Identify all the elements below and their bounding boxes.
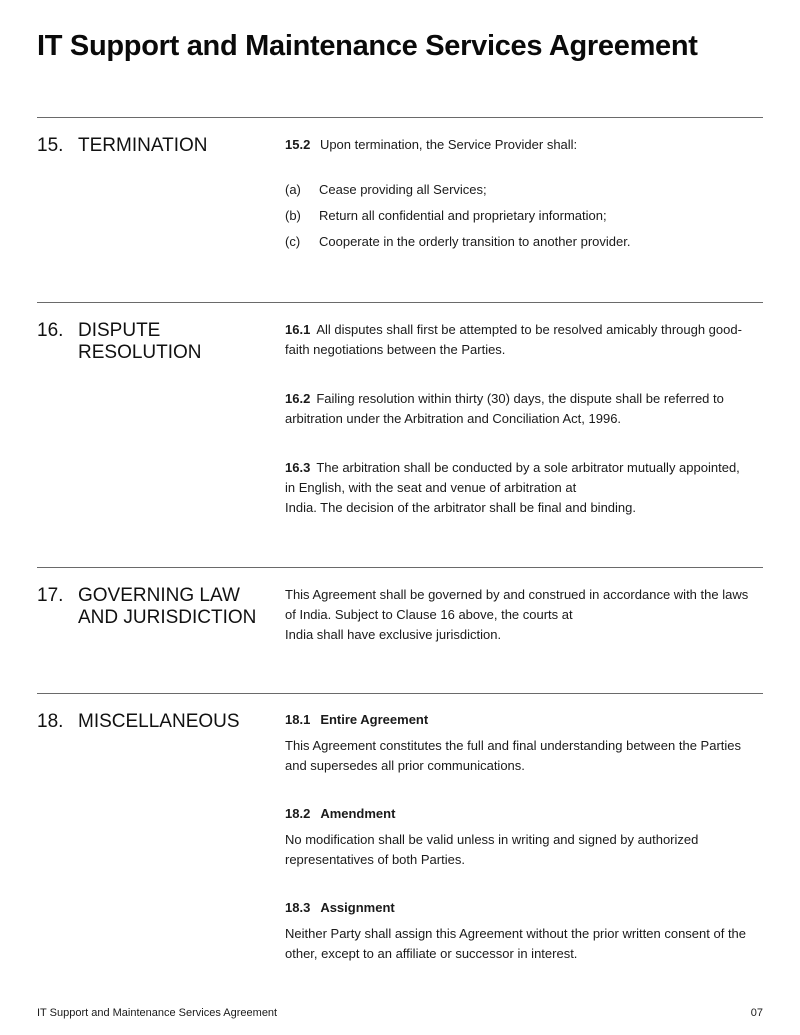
subsection-18-1 — [285, 711, 765, 776]
section-divider — [37, 117, 763, 118]
section-number: 18. — [37, 711, 64, 732]
section-body — [285, 585, 765, 645]
clause-text: Failing resolution within thirty (30) days, the dispute shall be referred to — [316, 391, 724, 406]
clause-text: and supersedes all prior communications. — [285, 758, 525, 773]
subsection-18-3 — [285, 899, 765, 964]
clause-text: No modification shall be valid unless in writing and signed by authorized — [285, 832, 699, 847]
list-marker: (c) — [285, 234, 301, 249]
clause-number: 15.2 — [285, 137, 311, 152]
clause-text: The arbitration shall be conducted by a sole arbitrator mutually appointed, — [316, 460, 740, 475]
section-title-line: GOVERNING LAW — [78, 585, 240, 606]
clause-text: This Agreement shall be governed by and construed in accordance with the laws — [285, 587, 749, 602]
subsection-heading — [285, 711, 765, 729]
clause-text: faith negotiations between the Parties. — [285, 342, 506, 357]
section-number: 16. — [37, 320, 64, 341]
list-item — [285, 232, 765, 258]
section-title-line: RESOLUTION — [78, 342, 202, 363]
subsection-heading — [285, 899, 765, 917]
clause-text: Upon termination, the Service Provider shall: — [319, 137, 578, 152]
section-number: 15. — [37, 135, 64, 156]
clause-text: other, except to an affiliate or successor in interest. — [285, 946, 578, 961]
list-text: Cooperate in the orderly transition to another provider. — [319, 234, 631, 249]
clause-16-2 — [285, 389, 765, 429]
section-title-line: DISPUTE — [78, 320, 161, 341]
clause-text: arbitration under the Arbitration and Conciliation Act, 1996. — [285, 411, 622, 426]
section-body — [285, 135, 765, 258]
document-title: IT Support and Maintenance Services Agreement — [37, 30, 698, 62]
clause-number: 16.1 — [285, 322, 311, 337]
section-body — [285, 711, 765, 964]
page-number: 07 — [750, 1007, 763, 1019]
section-title — [78, 320, 258, 364]
clause-text: India shall have exclusive jurisdiction. — [285, 627, 502, 642]
section-title: MISCELLANEOUS — [78, 711, 240, 732]
section-title-line: AND JURISDICTION — [78, 607, 257, 628]
subsection-title: Assignment — [320, 900, 395, 915]
subsection-title: Entire Agreement — [320, 712, 429, 727]
list-item — [285, 180, 765, 206]
subsection-18-2 — [285, 805, 765, 870]
clause-text: of India. Subject to Clause 16 above, the courts at — [285, 607, 573, 622]
clause-text: This Agreement constitutes the full and final understanding between the Parties — [285, 738, 742, 753]
clause-text: India. The decision of the arbitrator shall be final and binding. — [285, 500, 636, 515]
section-divider — [37, 693, 763, 694]
section-divider — [37, 302, 763, 303]
section-divider — [37, 567, 763, 568]
subsection-title: Amendment — [320, 806, 396, 821]
clause-text: Neither Party shall assign this Agreement without the prior written consent of the — [285, 926, 747, 941]
section-body — [285, 320, 765, 518]
clause-15-2 — [285, 135, 765, 155]
list-text: Return all confidential and proprietary information; — [319, 208, 607, 223]
section-title — [78, 585, 258, 629]
list-text: Cease providing all Services; — [319, 182, 487, 197]
list-item — [285, 206, 765, 232]
subsection-number: 18.3 — [285, 900, 311, 915]
subsection-number: 18.2 — [285, 806, 311, 821]
clause-text: representatives of both Parties. — [285, 852, 465, 867]
section-title: TERMINATION — [78, 135, 208, 156]
clause-16-3 — [285, 458, 765, 518]
footer-document-title: IT Support and Maintenance Services Agreement — [37, 1007, 278, 1019]
clause-text: All disputes shall first be attempted to be resolved amicably through good- — [316, 322, 742, 337]
clause-16-1 — [285, 320, 765, 360]
list-marker: (a) — [285, 182, 301, 197]
section-number: 17. — [37, 585, 64, 606]
list-marker: (b) — [285, 208, 301, 223]
subsection-heading — [285, 805, 765, 823]
clause-number: 16.2 — [285, 391, 311, 406]
clause-number: 16.3 — [285, 460, 311, 475]
subsection-number: 18.1 — [285, 712, 311, 727]
clause-text: in English, with the seat and venue of arbitration at — [285, 480, 577, 495]
